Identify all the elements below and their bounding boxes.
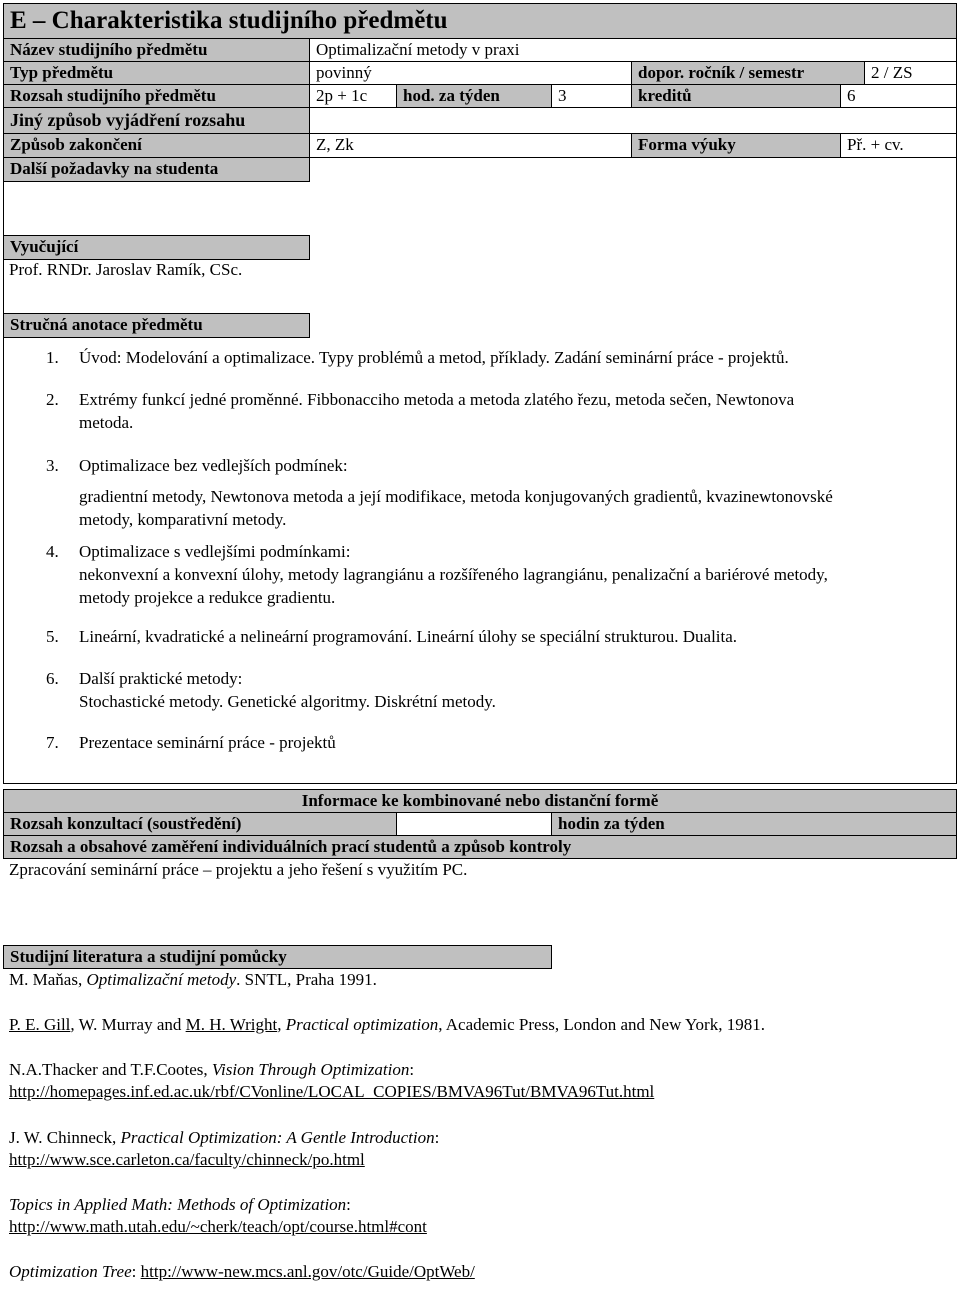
hodin-label: hodin za týden (551, 812, 957, 836)
item-line: metoda. (79, 413, 134, 432)
kredity-label: kreditů (631, 84, 841, 108)
dalsi-label: Další požadavky na studenta (3, 157, 310, 182)
ref-author: M. Maňas, (9, 970, 87, 989)
item-number: 7. (46, 733, 59, 752)
typ-value: povinný (309, 61, 632, 85)
dopor-value: 2 / ZS (864, 61, 957, 85)
kombinovane-title: Informace ke kombinované nebo distanční formě (3, 789, 957, 813)
ref-author: J. W. Chinneck, (9, 1128, 121, 1147)
ref-author: , W. Murray and (70, 1015, 186, 1034)
obsah-label: Rozsah a obsahové zaměření individuálních prací studentů a způsob kontroly (3, 835, 957, 859)
ref-separator: , (277, 1015, 286, 1034)
item-number: 4. (46, 542, 59, 561)
literature-ref-6 (9, 1261, 475, 1283)
rozsah-label: Rozsah studijního předmětu (3, 84, 310, 108)
vyucujici-label: Vyučující (3, 235, 310, 260)
item-number: 2. (46, 390, 59, 409)
typ-label: Typ předmětu (3, 61, 310, 85)
konzultace-value (396, 812, 552, 836)
hod-value: 3 (551, 84, 632, 108)
item-line: nekonvexní a konvexní úlohy, metody lagrangiánu a rozšířeného lagrangiánu, penalizační a bariérové metody, (79, 565, 828, 584)
literature-ref-1 (9, 969, 377, 991)
ref-title: Topics in Applied Math: Methods of Optimization (9, 1195, 347, 1214)
item-line: Další praktické metody: (79, 669, 243, 688)
page-title: E – Charakteristika studijního předmětu (3, 3, 957, 39)
item-line: Lineární, kvadratické a nelineární programování. Lineární úlohy se speciální strukturou. Dualita. (79, 627, 738, 646)
ref-title: Practical Optimization: A Gentle Introduction (120, 1128, 435, 1147)
ref-title: Optimization Tree (9, 1262, 132, 1281)
literature-ref-2 (9, 1014, 765, 1036)
item-number: 3. (46, 456, 59, 475)
vyucujici-value: Prof. RNDr. Jaroslav Ramík, CSc. (9, 260, 243, 279)
ref-separator: : (409, 1060, 415, 1079)
item-line: Extrémy funkcí jedné proměnné. Fibbonacciho metoda a metoda zlatého řezu, metoda sečen, Newtonova (79, 390, 795, 409)
jiny-value (309, 107, 957, 134)
ref-author: N.A.Thacker and T.F.Cootes, (9, 1060, 212, 1079)
forma-label: Forma výuky (631, 133, 841, 158)
hod-label: hod. za týden (396, 84, 552, 108)
item-line: metody, komparativní metody. (79, 510, 287, 529)
dopor-label: dopor. ročník / semestr (631, 61, 865, 85)
url-link[interactable]: http://www.math.utah.edu/~cherk/teach/opt/course.html#cont (9, 1217, 427, 1236)
item-line: Optimalizace s vedlejšími podmínkami: (79, 542, 351, 561)
item-line: Stochastické metody. Genetické algoritmy. Diskrétní metody. (79, 692, 496, 711)
ref-5-url (9, 1216, 427, 1238)
item-number: 1. (46, 348, 59, 367)
item-line: Úvod: Modelování a optimalizace. Typy problémů a metod, příklady. Zadání seminární práce - projektů. (79, 348, 789, 367)
ref-publisher: , Academic Press, London and New York, 1981. (438, 1015, 765, 1034)
zakonceni-label: Způsob zakončení (3, 133, 310, 158)
item-number: 6. (46, 669, 59, 688)
anotace-label: Stručná anotace předmětu (3, 313, 310, 338)
url-link[interactable]: http://homepages.inf.ed.ac.uk/rbf/CVonline/LOCAL_COPIES/BMVA96Tut/BMVA96Tut.html (9, 1082, 655, 1101)
ref-separator: : (346, 1195, 351, 1214)
item-line: Optimalizace bez vedlejších podmínek: (79, 456, 348, 475)
kredity-value: 6 (840, 84, 957, 108)
ref-separator: : (131, 1262, 141, 1281)
forma-value: Př. + cv. (840, 133, 957, 158)
ref-separator: : (434, 1128, 440, 1147)
author-link-wright[interactable]: M. H. Wright (185, 1015, 278, 1034)
konzultace-label: Rozsah konzultací (soustředění) (3, 812, 397, 836)
url-link[interactable]: http://www.sce.carleton.ca/faculty/chinneck/po.html (9, 1150, 365, 1169)
literature-ref-3 (9, 1059, 414, 1081)
literature-ref-4 (9, 1127, 439, 1149)
author-link-gill[interactable]: P. E. Gill (9, 1015, 71, 1034)
ref-4-url (9, 1149, 365, 1171)
item-line: metody projekce a redukce gradientu. (79, 588, 336, 607)
rozsah-value: 2p + 1c (309, 84, 397, 108)
ref-publisher: . SNTL, Praha 1991. (236, 970, 377, 989)
ref-title: Vision Through Optimization (211, 1060, 410, 1079)
nazev-value: Optimalizační metody v praxi (309, 38, 957, 62)
ref-3-url (9, 1081, 654, 1103)
nazev-label: Název studijního předmětu (3, 38, 310, 62)
zakonceni-value: Z, Zk (309, 133, 632, 158)
ref-title: Practical optimization (285, 1015, 439, 1034)
obsah-value: Zpracování seminární práce – projektu a jeho řešení s využitím PC. (9, 860, 468, 879)
url-link[interactable]: http://www-new.mcs.anl.gov/otc/Guide/OptWeb/ (140, 1262, 475, 1281)
ref-title: Optimalizační metody (86, 970, 237, 989)
literature-ref-5 (9, 1194, 351, 1216)
jiny-label: Jiný způsob vyjádření rozsahu (3, 107, 310, 134)
item-number: 5. (46, 627, 59, 646)
literatura-label: Studijní literatura a studijní pomůcky (3, 945, 552, 969)
item-line: gradientní metody, Newtonova metoda a její modifikace, metoda konjugovaných gradientů, kvazinewtonovské (79, 487, 833, 506)
item-line: Prezentace seminární práce - projektů (79, 733, 336, 752)
